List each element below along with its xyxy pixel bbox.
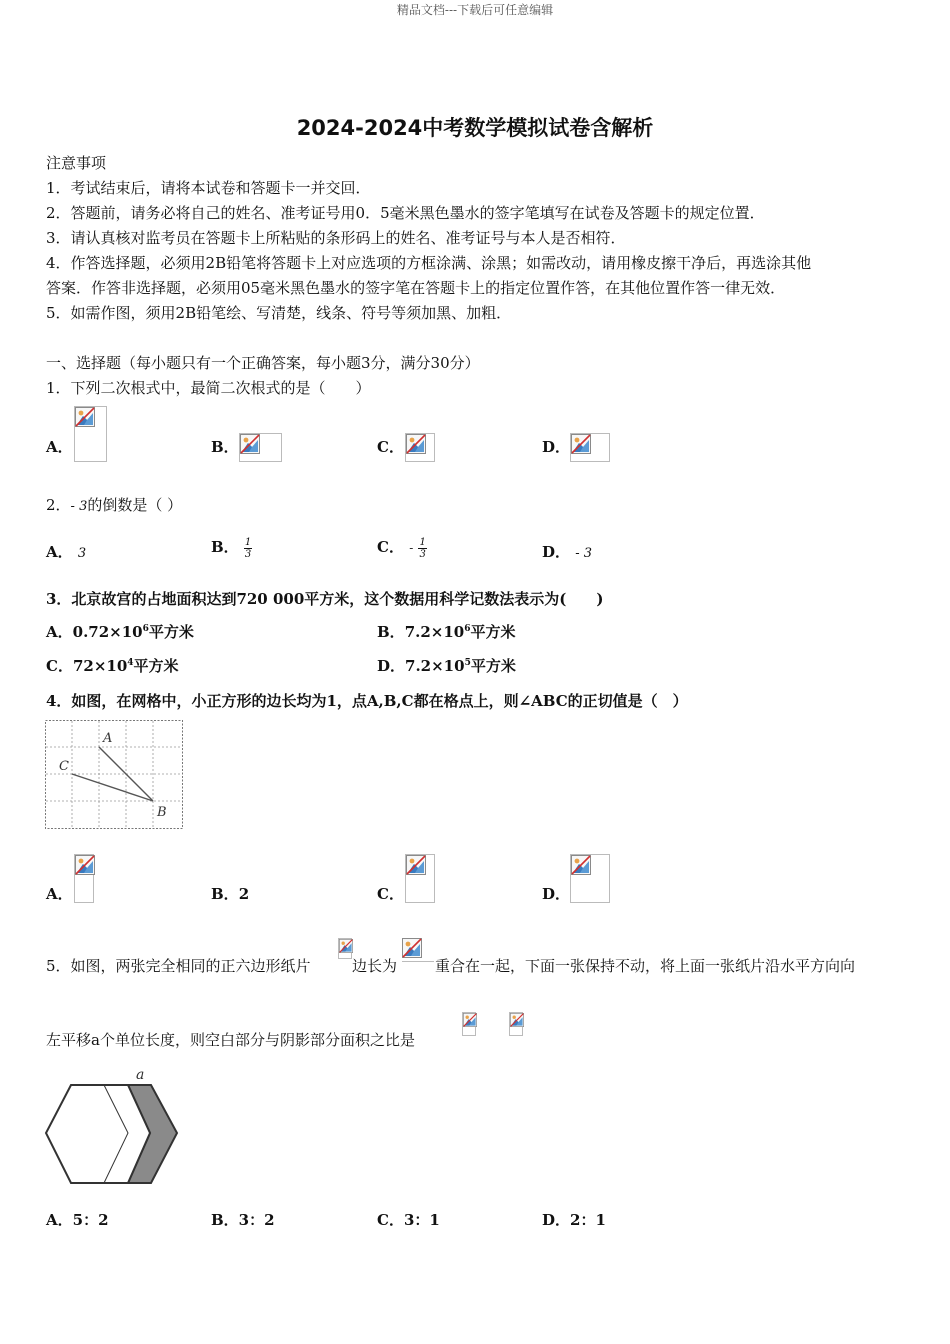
q4-option-c-label: C． xyxy=(377,885,404,903)
q3-option-c-unit: 平方米 xyxy=(133,657,179,675)
segment-cb xyxy=(72,774,153,801)
question-5-stem-part3: 重合在一起，下面一张保持不动，将上面一张纸片沿水平方向向 xyxy=(435,957,856,975)
fraction-numerator: 1 xyxy=(419,536,426,548)
q1-option-d-image xyxy=(570,433,610,462)
q1-option-c-label: C． xyxy=(377,438,404,456)
broken-image-icon xyxy=(510,1013,524,1027)
q2-option-b-label: B． xyxy=(211,538,239,556)
q2-option-c-fraction xyxy=(418,537,426,560)
q2-option-a xyxy=(46,541,86,562)
q3-option-d xyxy=(377,655,516,676)
broken-image-icon xyxy=(402,938,422,958)
q3-option-b-label: B． xyxy=(377,623,405,641)
notice-item: 1．考试结束后，请将本试卷和答题卡一并交回． xyxy=(46,179,371,197)
q2-option-c xyxy=(377,536,427,560)
notice-item: 答案．作答非选择题，必须用05毫米黑色墨水的签字笔在答题卡上的指定位置作答，在其他位置作答一律无效． xyxy=(46,279,786,297)
q3-option-c xyxy=(46,655,179,676)
page-title: 2024-2024中考数学模拟试卷含解析 xyxy=(296,116,654,140)
question-3-stem: 3．北京故宫的占地面积达到720 000平方米，这个数据用科学记数法表示为( ) xyxy=(46,590,604,608)
broken-image-icon xyxy=(75,855,95,875)
notice-item: 2．答题前，请务必将自己的姓名、准考证号用0．5毫米黑色墨水的签字笔填写在试卷及答题卡的规定位置． xyxy=(46,204,765,222)
q1-option-a-label: A． xyxy=(46,438,73,456)
q3-option-a-base: 0.72×10 xyxy=(72,623,143,641)
q4-option-b xyxy=(211,883,249,904)
q5-inline-image xyxy=(462,1012,476,1036)
q3-option-a-exponent: 6 xyxy=(142,624,149,634)
grid-figure xyxy=(45,720,183,830)
q3-option-b-unit: 平方米 xyxy=(470,623,516,641)
q2-option-b-fraction xyxy=(244,537,252,560)
q3-option-c-base: 72×10 xyxy=(72,657,128,675)
q3-option-a-unit: 平方米 xyxy=(148,623,194,641)
q5-option-b: B．3：2 xyxy=(211,1211,275,1229)
q3-option-b-base: 7.2×10 xyxy=(404,623,465,641)
broken-image-icon xyxy=(406,434,426,454)
shift-label: a xyxy=(136,1067,145,1083)
fraction-numerator: 1 xyxy=(244,536,252,548)
q5-option-a: A．5：2 xyxy=(46,1211,109,1229)
q4-option-d-label: D． xyxy=(542,885,571,903)
q2-number: 2． xyxy=(46,496,71,514)
q3-option-d-base: 7.2×10 xyxy=(405,657,465,675)
q3-option-b xyxy=(377,621,516,642)
question-5-stem-part2: 边长为 xyxy=(352,957,398,975)
q1-option-b-image xyxy=(239,433,282,462)
notice-item: 4．作答选择题，必须用2B铅笔将答题卡上对应选项的方框涂满、涂黑；如需改动，请用橡皮擦干净后，再选涂其他 xyxy=(46,254,812,272)
question-5-stem-part1: 5．如图，两张完全相同的正六边形纸片 xyxy=(46,957,311,975)
q4-option-b-label: B． xyxy=(211,885,239,903)
fraction-denominator: 3 xyxy=(244,548,252,560)
notice-item: 3．请认真核对监考员在答题卡上所粘贴的条形码上的姓名、准考证号与本人是否相符． xyxy=(46,229,626,247)
question-1-stem: 1．下列二次根式中，最简二次根式的是（ ） xyxy=(46,379,371,397)
question-2-stem xyxy=(46,494,182,515)
notice-item: 5．如需作图，须用2B铅笔绘、写清楚，线条、符号等须加黑、加粗． xyxy=(46,304,512,322)
q2-option-d xyxy=(542,541,592,562)
question-5-stem-line2: 左平移a个单位长度，则空白部分与阴影部分面积之比是 xyxy=(46,1031,415,1049)
broken-image-icon xyxy=(339,939,353,953)
q1-option-a-image xyxy=(74,406,107,462)
q2-option-d-value: - 3 xyxy=(575,546,593,561)
q2-option-a-value: 3 xyxy=(77,546,87,561)
q4-option-b-value: 2 xyxy=(238,885,250,903)
q2-expression: - 3 xyxy=(70,499,88,514)
q3-option-a-label: A． xyxy=(46,623,73,641)
q2-option-d-label: D． xyxy=(542,543,571,561)
fraction-denominator: 3 xyxy=(419,548,426,560)
broken-image-icon xyxy=(75,407,95,427)
q4-option-a-label: A． xyxy=(46,885,73,903)
q4-option-a-image xyxy=(74,854,94,903)
broken-image-icon xyxy=(463,1013,477,1027)
q5-inline-image xyxy=(509,1012,523,1036)
point-c-label: C xyxy=(59,759,69,774)
broken-image-icon xyxy=(571,855,591,875)
q4-option-d-image xyxy=(570,854,610,903)
q2-option-b xyxy=(211,536,252,560)
point-a-label: A xyxy=(103,731,113,746)
q1-option-c-image xyxy=(405,433,435,462)
q2-option-a-label: A． xyxy=(46,543,73,561)
section-heading: 一、选择题（每小题只有一个正确答案，每小题3分，满分30分） xyxy=(46,354,480,372)
q2-option-c-sign: - xyxy=(409,541,414,555)
broken-image-icon xyxy=(571,434,591,454)
q1-option-d-label: D． xyxy=(542,438,571,456)
q5-option-c: C．3：1 xyxy=(377,1211,440,1229)
broken-image-icon xyxy=(240,434,260,454)
point-b-label: B xyxy=(157,805,167,820)
q3-option-a xyxy=(46,621,194,642)
q3-option-d-unit: 平方米 xyxy=(470,657,516,675)
hexagon-figure xyxy=(44,1066,180,1188)
q3-option-b-exponent: 6 xyxy=(464,624,471,634)
question-4-stem: 4．如图，在网格中，小正方形的边长均为1，点A,B,C都在格点上，则∠ABC的正切值是（ ） xyxy=(46,692,688,710)
q3-option-d-label: D． xyxy=(377,657,406,675)
notice-heading: 注意事项 xyxy=(46,154,107,172)
q3-option-d-exponent: 5 xyxy=(464,658,471,668)
q5-inline-image xyxy=(338,938,352,959)
q2-option-c-label: C． xyxy=(377,538,404,556)
page-header: 精品文档---下载后可任意编辑 xyxy=(396,3,554,17)
q5-inline-image xyxy=(402,938,434,962)
q4-option-c-image xyxy=(405,854,435,903)
broken-image-icon xyxy=(406,855,426,875)
q5-option-d: D．2：1 xyxy=(542,1211,606,1229)
q3-option-c-exponent: 4 xyxy=(127,658,134,668)
q3-option-c-label: C． xyxy=(46,657,73,675)
q1-option-b-label: B． xyxy=(211,438,239,456)
q2-stem-rest: 的倒数是（ ） xyxy=(87,496,183,514)
